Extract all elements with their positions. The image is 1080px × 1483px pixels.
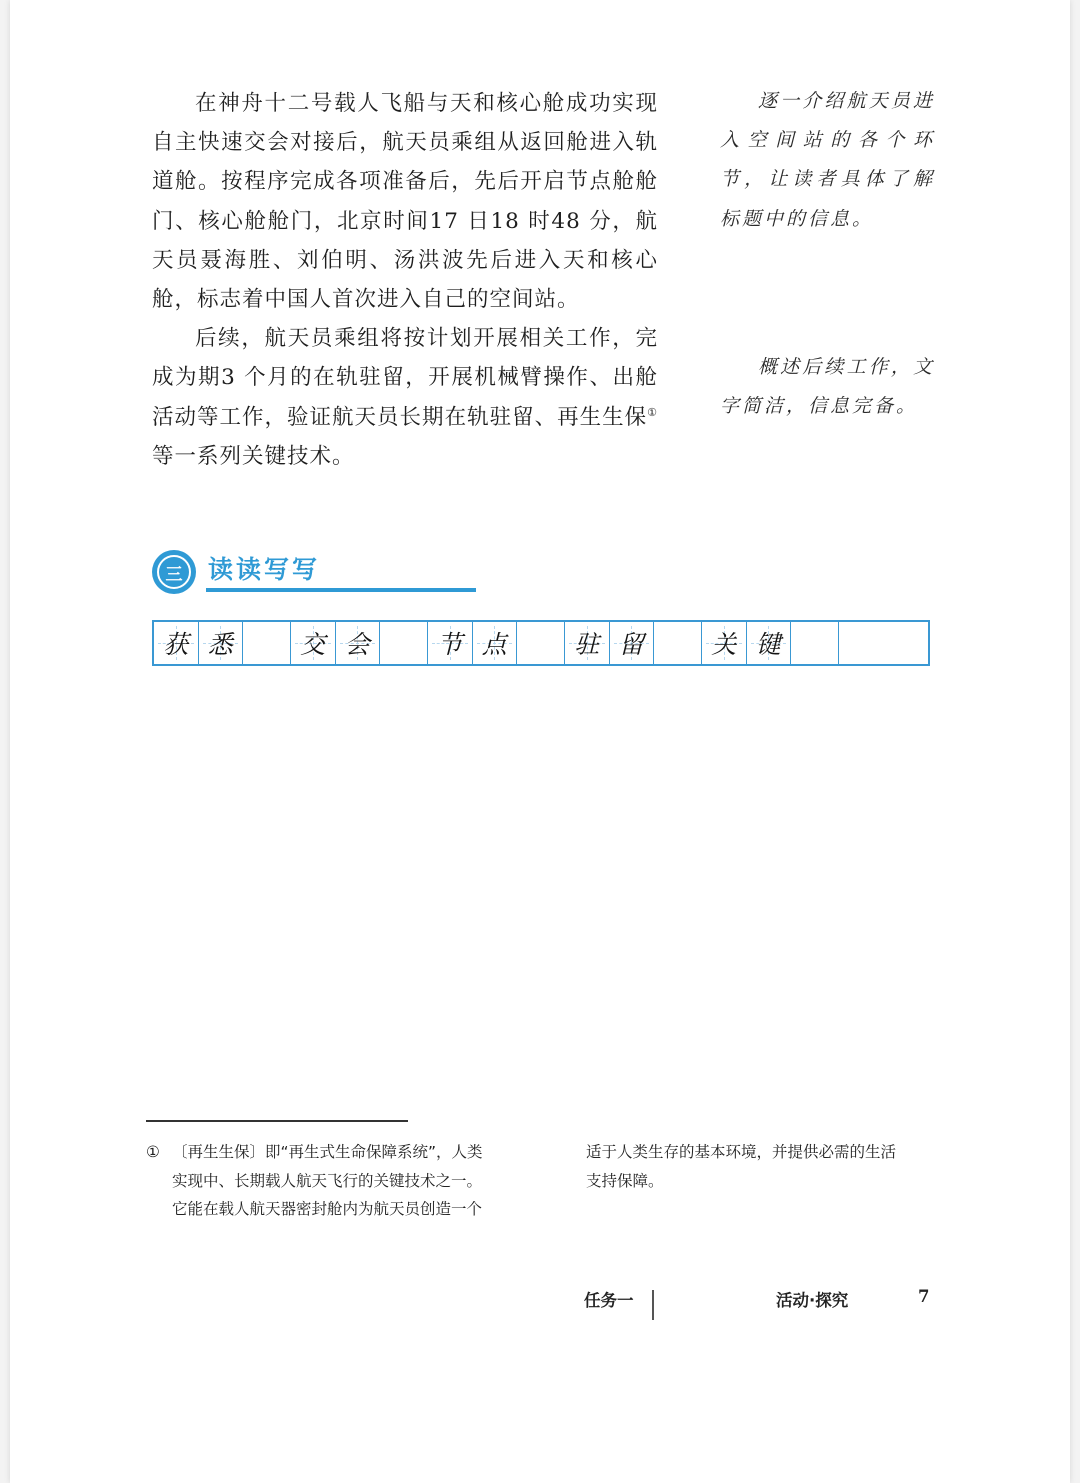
vocab-char: 点 xyxy=(481,630,507,659)
vocabulary-grid xyxy=(152,620,930,666)
empty-cell xyxy=(380,622,428,664)
vocab-char: 交 xyxy=(300,630,326,659)
footnote-column-left xyxy=(146,1138,526,1224)
footnote-line: 支持保障。 xyxy=(586,1171,664,1190)
paragraph-1: 在神舟十二号载人飞船与天和核心舱成功实现自主快速交会对接后，航天员乘组从返回舱进入轨道舱。按程序完成各项准备后，先后开启节点舱舱门、核心舱舱门，北京时间17 日18 时48 分，航天员聂海胜、刘伯明、汤洪波先后进入天和核心舱，标志着中国人首次进入自己的空间站。 xyxy=(152,91,658,313)
margin-note-2-text: 概述后续工作，文字简洁，信息完备。 xyxy=(720,356,935,418)
footnote-marker: ① xyxy=(146,1143,160,1161)
footnote-text: 〔再生生保〕即“再生式生命保障系统”，人类 xyxy=(172,1143,483,1161)
char-cell xyxy=(610,622,655,664)
section-title-underline xyxy=(206,588,476,592)
section-title: 读读写写 xyxy=(208,555,321,584)
char-cell xyxy=(473,622,518,664)
footnote-reference[interactable]: ① xyxy=(647,405,658,419)
vocab-word xyxy=(702,622,791,664)
footer-divider xyxy=(652,1290,654,1320)
empty-cell xyxy=(517,622,565,664)
footer-section-label: 活动·探究 xyxy=(776,1291,849,1310)
footnote-line: 实现中、长期载人航天飞行的关键技术之一。 xyxy=(172,1171,483,1190)
vocab-char: 关 xyxy=(711,630,737,659)
margin-note-1 xyxy=(720,82,935,239)
section-heading xyxy=(152,548,552,598)
char-cell xyxy=(199,622,244,664)
vocab-char: 留 xyxy=(618,630,644,659)
char-cell xyxy=(154,622,199,664)
vocab-char: 节 xyxy=(437,630,463,659)
footnote-line xyxy=(146,1138,526,1167)
vocab-char: 驻 xyxy=(574,630,600,659)
empty-cell xyxy=(839,622,885,664)
vocab-word xyxy=(154,622,243,664)
char-cell xyxy=(291,622,336,664)
empty-cell xyxy=(791,622,839,664)
vocab-word xyxy=(291,622,380,664)
margin-note-2 xyxy=(720,348,935,426)
vocab-char: 获 xyxy=(163,630,189,659)
body-text xyxy=(152,84,658,476)
char-cell xyxy=(747,622,792,664)
section-number-badge xyxy=(152,550,196,594)
footer-task-label: 任务一 xyxy=(584,1291,634,1310)
vocab-word xyxy=(428,622,517,664)
char-cell xyxy=(702,622,747,664)
vocab-char: 悉 xyxy=(207,630,233,659)
vocab-char: 会 xyxy=(344,630,370,659)
char-cell xyxy=(428,622,473,664)
paragraph-2-text: 后续，航天员乘组将按计划开展相关工作，完成为期3 个月的在轨驻留，开展机械臂操作、出舱活动等工作，验证航天员长期在轨驻留、再生生保 xyxy=(152,326,658,430)
footnote-divider xyxy=(146,1120,408,1122)
footnote-column-right xyxy=(586,1138,931,1195)
section-number: 三 xyxy=(165,564,183,585)
footnote-line: 它能在载人航天器密封舱内为航天员创造一个 xyxy=(172,1200,483,1218)
vocab-word xyxy=(565,622,654,664)
char-cell xyxy=(336,622,381,664)
paragraph-2-end: 等一系列关键技术。 xyxy=(152,443,355,469)
char-cell xyxy=(565,622,610,664)
paragraph-2 xyxy=(152,319,658,476)
footnote-line: 适于人类生存的基本环境，并提供必需的生活 xyxy=(586,1143,897,1161)
empty-cell xyxy=(243,622,291,664)
page-number: 7 xyxy=(918,1287,930,1306)
margin-note-1-text: 逐一介绍航天员进入空间站的各个环节，让读者具体了解标题中的信息。 xyxy=(720,90,935,230)
empty-cell xyxy=(654,622,702,664)
vocab-char: 键 xyxy=(755,630,781,659)
